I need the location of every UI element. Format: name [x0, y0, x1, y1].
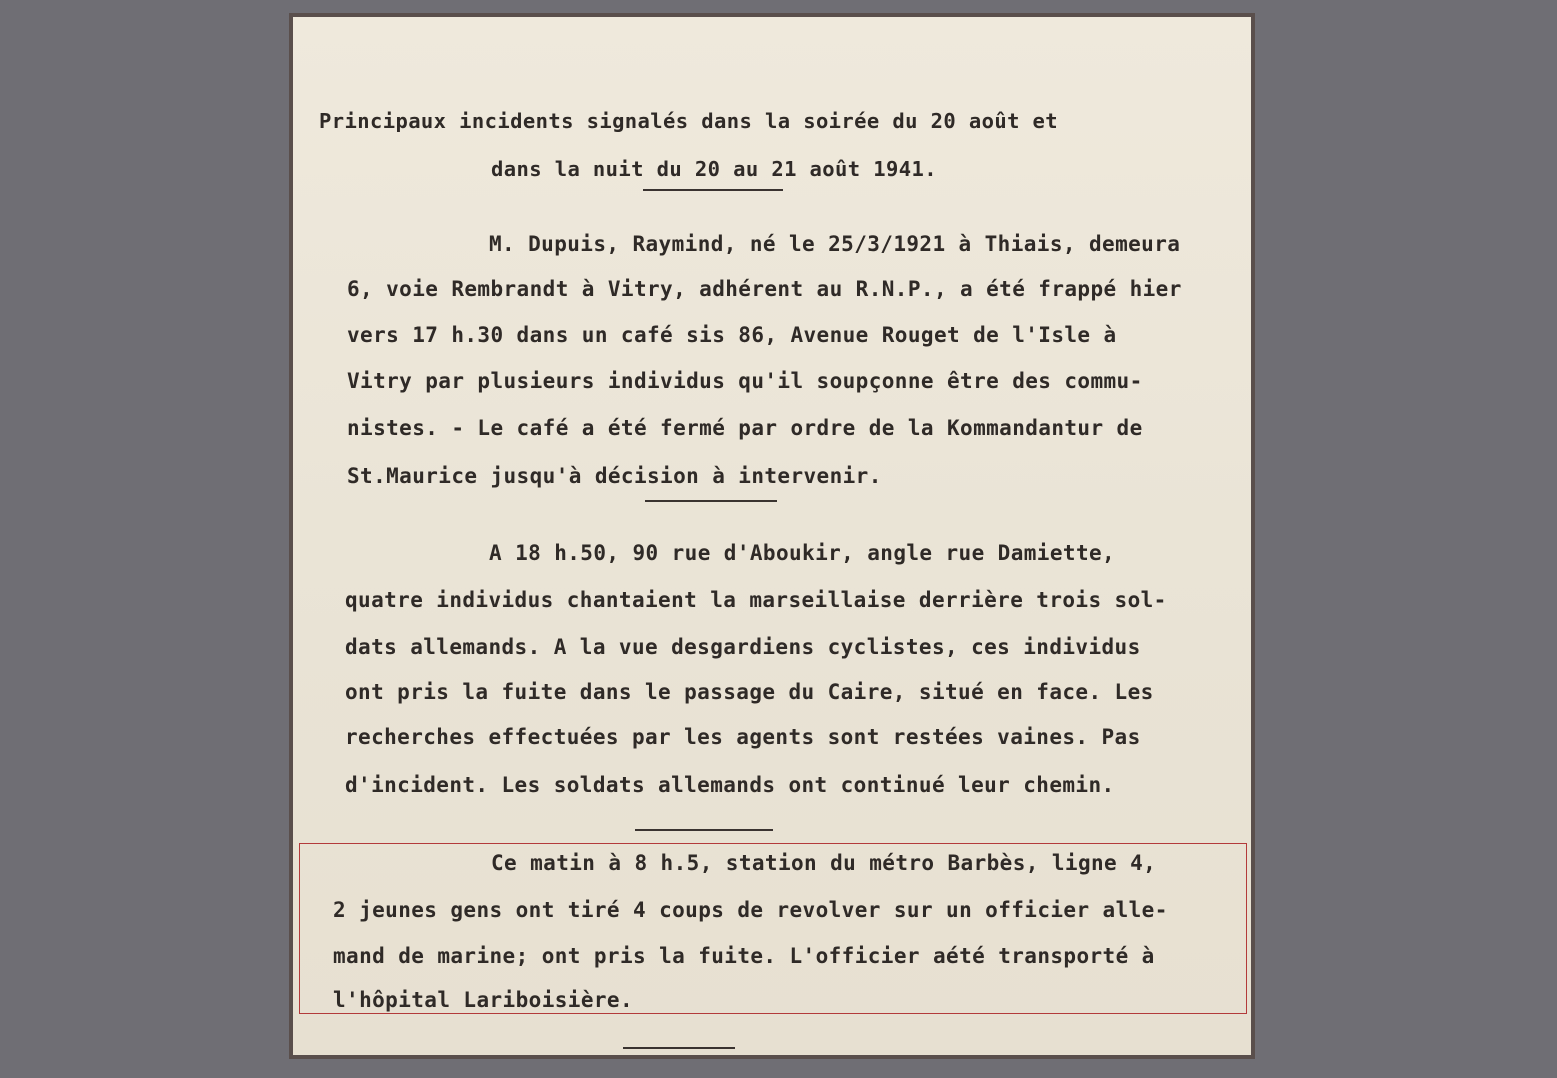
paragraph-2-line-4: ont pris la fuite dans le passage du Caire, situé en face. Les — [345, 680, 1154, 704]
paragraph-2-line-6: d'incident. Les soldats allemands ont continué leur chemin. — [345, 773, 1115, 797]
paragraph-2-line-1: A 18 h.50, 90 rue d'Aboukir, angle rue Damiette, — [489, 541, 1116, 565]
paragraph-3-line-2: 2 jeunes gens ont tiré 4 coups de revolver sur un officier alle- — [333, 898, 1168, 922]
paragraph-1-line-4: Vitry par plusieurs individus qu'il soupçonne être des commu- — [347, 369, 1143, 393]
title-line-1: Principaux incidents signalés dans la soirée du 20 août et — [319, 109, 1059, 133]
paragraph-2-line-3: dats allemands. A la vue desgardiens cyclistes, ces individus — [345, 635, 1141, 659]
separator-2 — [635, 829, 773, 831]
paragraph-2-line-5: recherches effectuées par les agents sont restées vaines. Pas — [345, 725, 1141, 749]
paragraph-3-line-1: Ce matin à 8 h.5, station du métro Barbès, ligne 4, — [491, 851, 1157, 875]
paragraph-2-line-2: quatre individus chantaient la marseillaise derrière trois sol- — [345, 588, 1167, 612]
paragraph-1-line-3: vers 17 h.30 dans un café sis 86, Avenue Rouget de l'Isle à — [347, 323, 1117, 347]
paragraph-1-line-6: St.Maurice jusqu'à décision à intervenir. — [347, 464, 882, 488]
separator-3 — [623, 1047, 735, 1049]
title-underline — [643, 189, 783, 191]
title-line-2: dans la nuit du 20 au 21 août 1941. — [491, 157, 937, 181]
typed-page — [293, 17, 1251, 1055]
document-frame — [289, 13, 1255, 1059]
paragraph-3-line-3: mand de marine; ont pris la fuite. L'officier aété transporté à — [333, 944, 1155, 968]
separator-1 — [645, 500, 777, 502]
paragraph-1-line-1: M. Dupuis, Raymind, né le 25/3/1921 à Thiais, demeura — [489, 232, 1181, 256]
paragraph-1-line-2: 6, voie Rembrandt à Vitry, adhérent au R.N.P., a été frappé hier — [347, 277, 1182, 301]
paragraph-3-line-4: l'hôpital Lariboisière. — [333, 988, 633, 1012]
paragraph-1-line-5: nistes. - Le café a été fermé par ordre de la Kommandantur de — [347, 416, 1143, 440]
